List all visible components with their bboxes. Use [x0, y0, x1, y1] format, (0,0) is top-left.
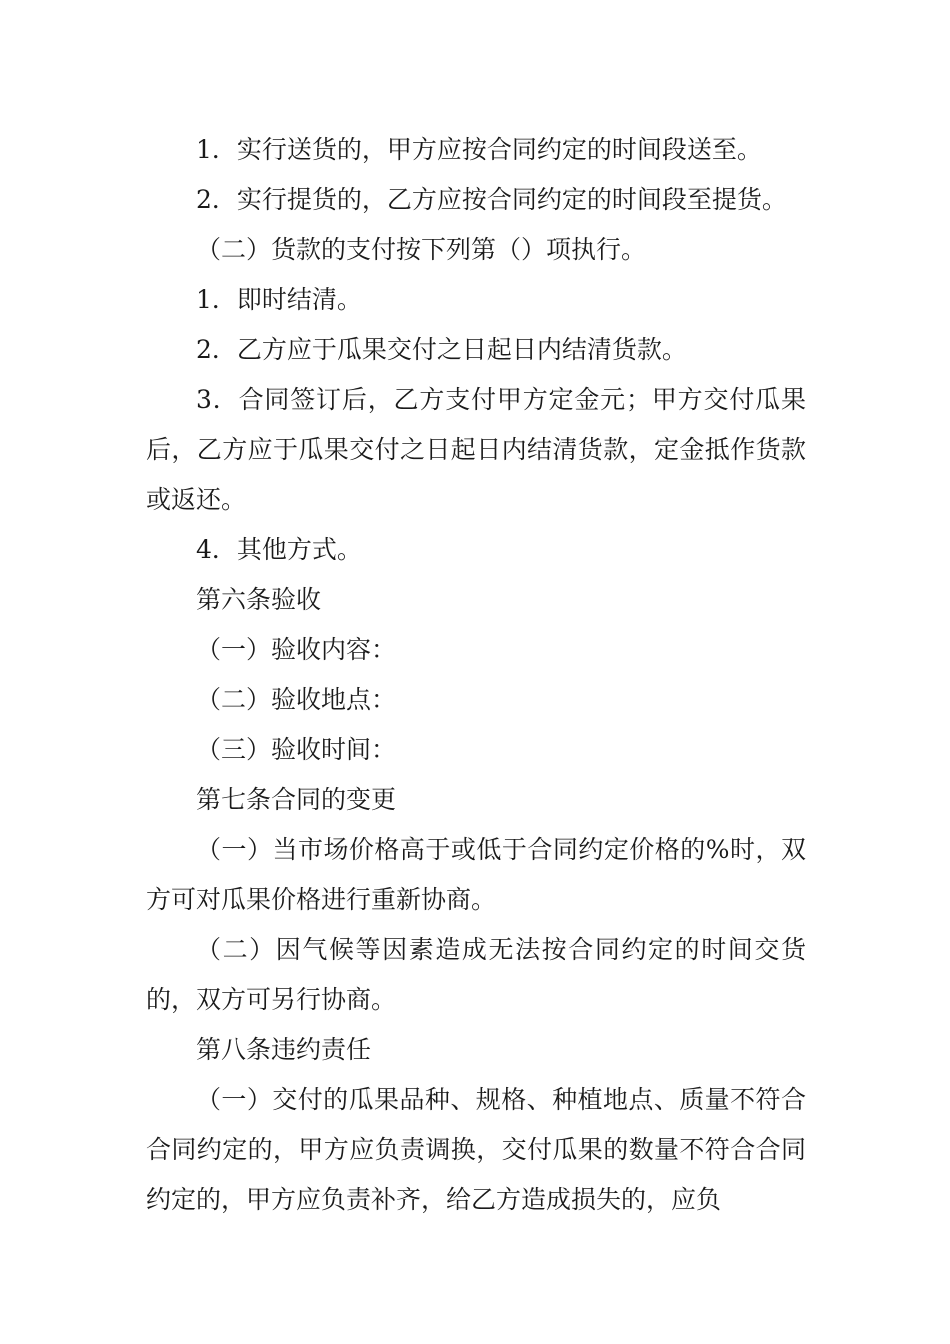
paragraph-delivery: 1．实行送货的，甲方应按合同约定的时间段送至。	[196, 135, 762, 164]
article-6-heading: 第六条验收	[196, 585, 322, 614]
paragraph-price-change: （一）当市场价格高于或低于合同约定价格的%时，双方可对瓜果价格进行重新协商。	[146, 835, 806, 914]
paragraph-pickup: 2．实行提货的，乙方应按合同约定的时间段至提货。	[196, 185, 787, 214]
paragraph-inspection-content: （一）验收内容：	[196, 635, 397, 664]
article-7-heading: 第七条合同的变更	[196, 785, 397, 814]
paragraph-inspection-location: （二）验收地点：	[196, 685, 397, 714]
paragraph-payment-option-2: 2．乙方应于瓜果交付之日起日内结清货款。	[196, 335, 687, 364]
paragraph-payment-option-3: 3．合同签订后，乙方支付甲方定金元；甲方交付瓜果后，乙方应于瓜果交付之日起日内结清货款，定金抵作货款或返还。	[146, 385, 806, 514]
paragraph-weather-delay: （二）因气候等因素造成无法按合同约定的时间交货的，双方可另行协商。	[146, 935, 806, 1014]
article-8-heading: 第八条违约责任	[196, 1035, 372, 1064]
paragraph-payment-option-4: 4．其他方式。	[196, 535, 362, 564]
paragraph-payment-heading: （二）货款的支付按下列第（）项执行。	[196, 235, 647, 264]
paragraph-inspection-time: （三）验收时间：	[196, 735, 397, 764]
paragraph-payment-option-1: 1．即时结清。	[196, 285, 362, 314]
paragraph-breach-quality: （一）交付的瓜果品种、规格、种植地点、质量不符合合同约定的，甲方应负责调换，交付瓜果的数量不符合合同约定的，甲方应负责补齐，给乙方造成损失的，应负	[146, 1085, 806, 1214]
document-body	[146, 125, 806, 1225]
